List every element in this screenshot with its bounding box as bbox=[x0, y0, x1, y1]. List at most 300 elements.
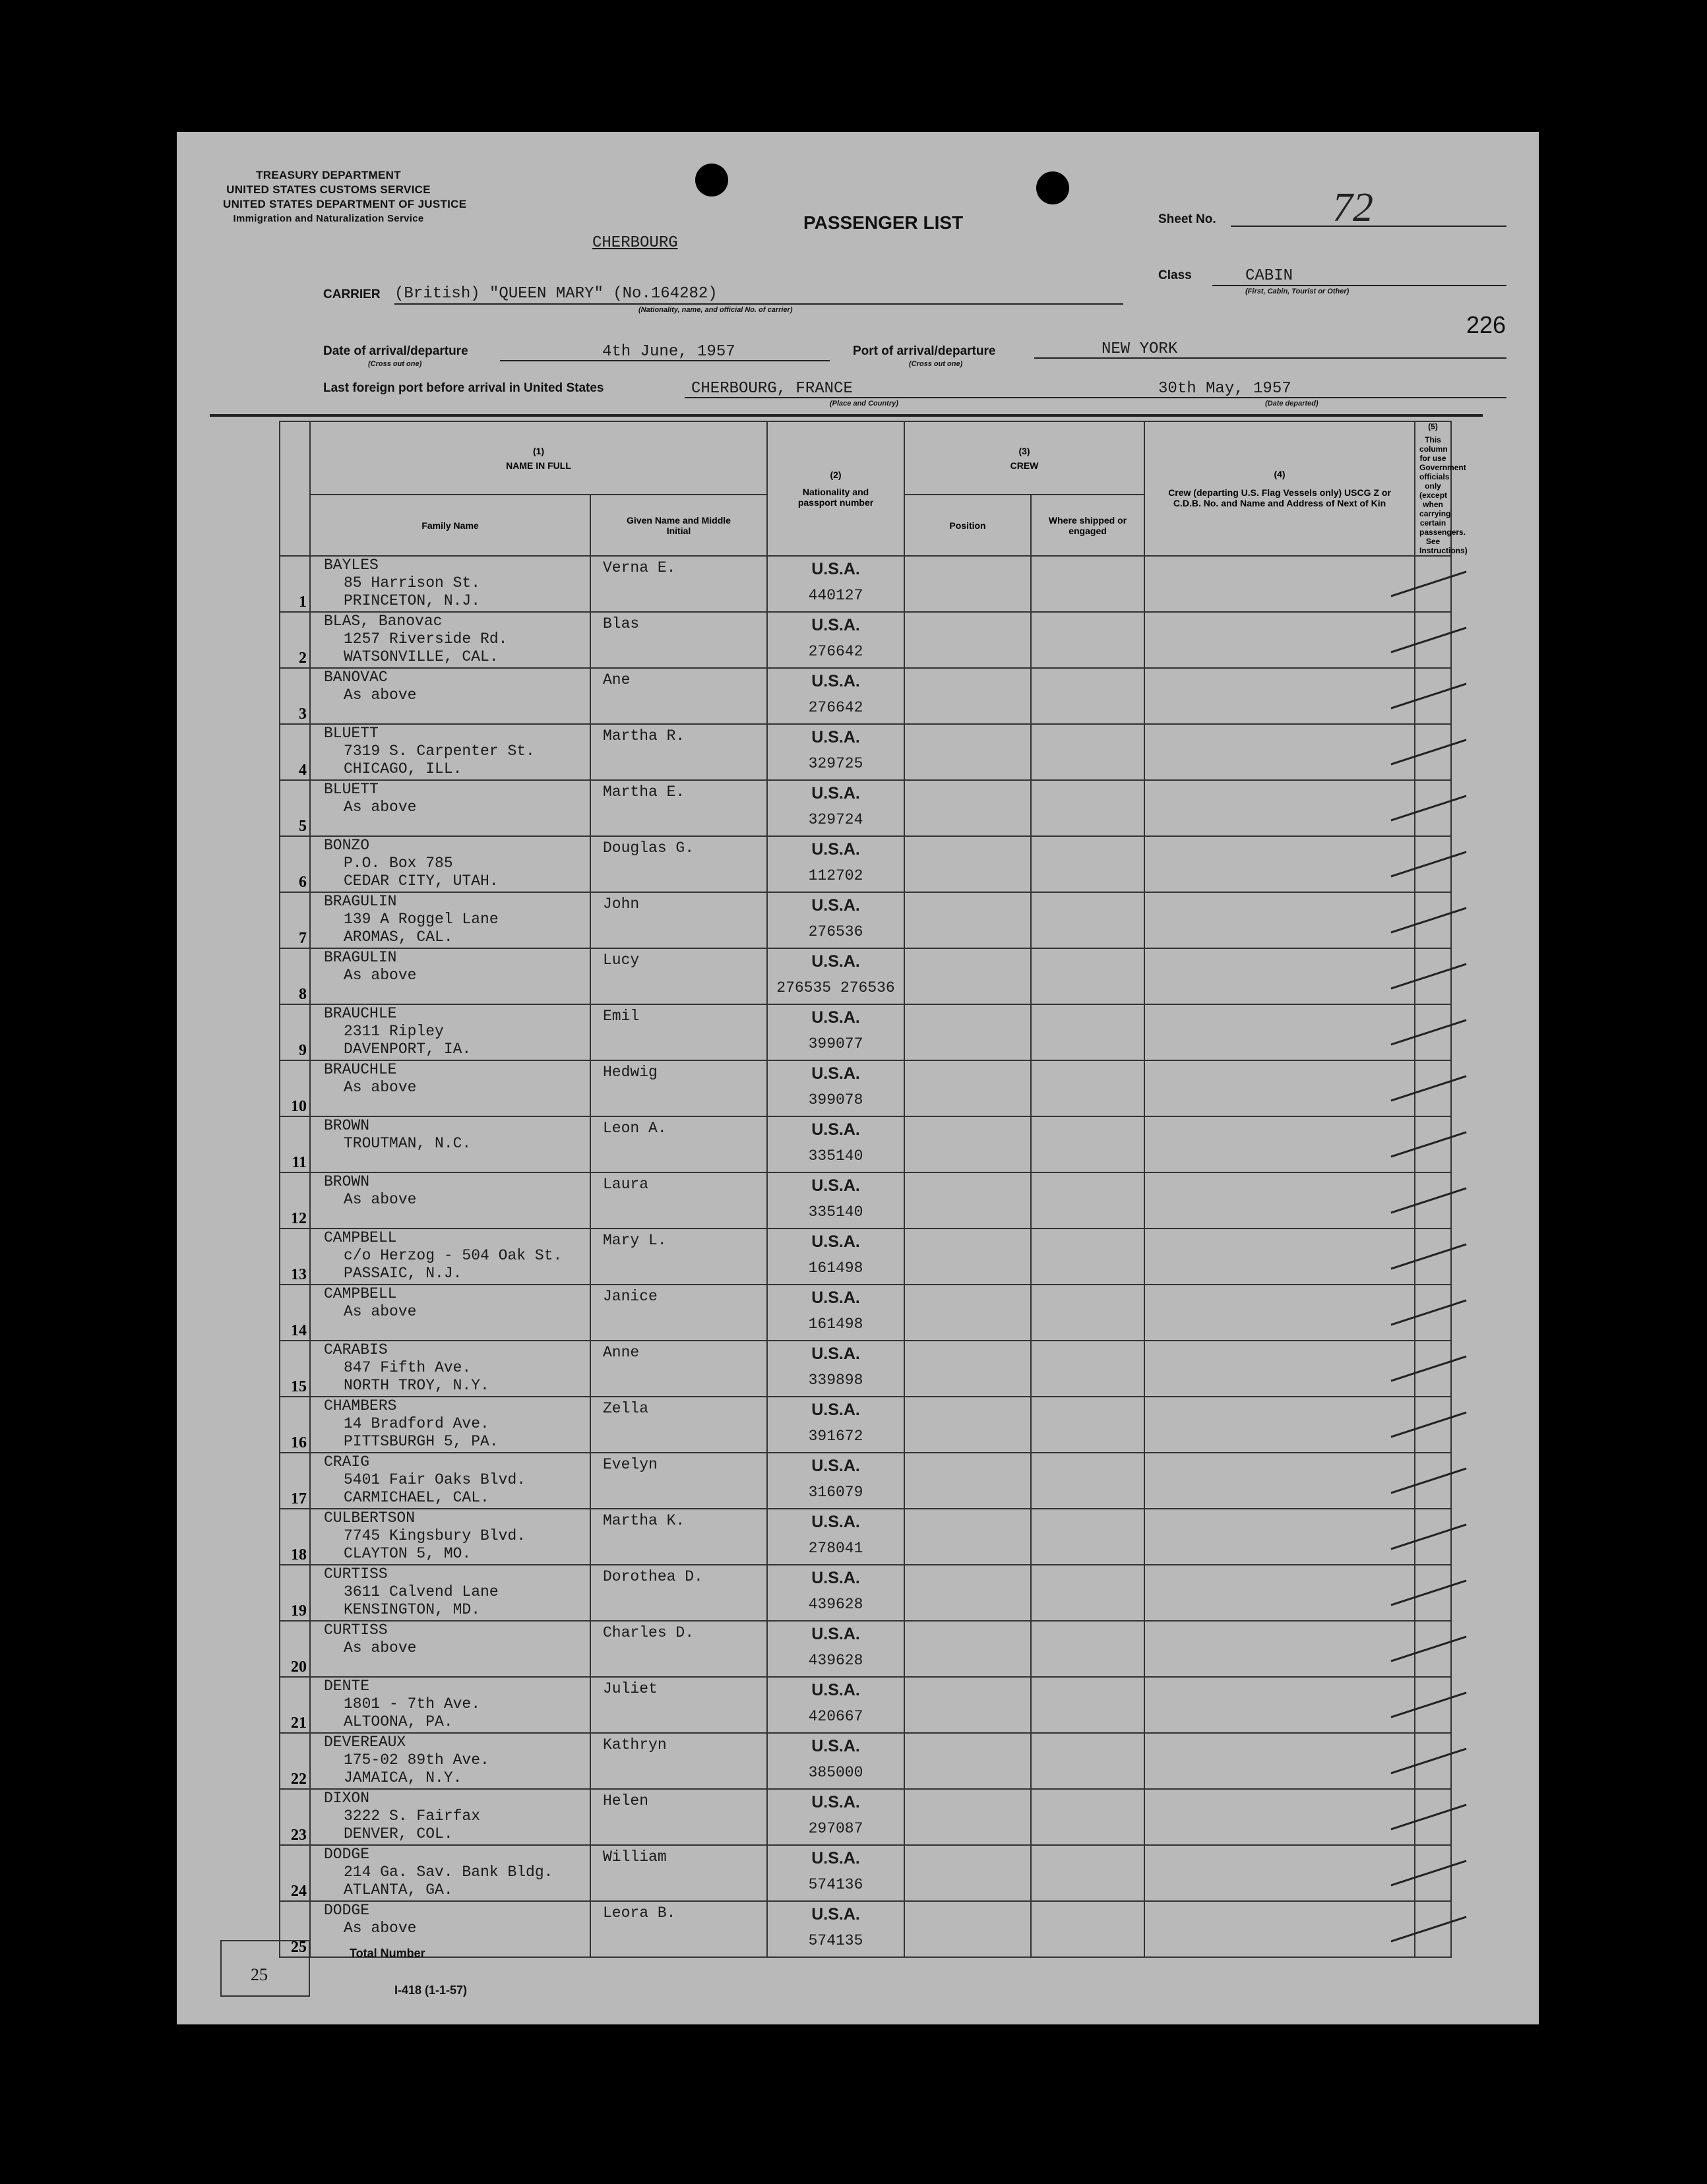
total-label: Total Number bbox=[350, 1947, 425, 1960]
family-name: BANOVAC bbox=[324, 669, 388, 686]
given-name: William bbox=[590, 1845, 767, 1901]
given-name: Hedwig bbox=[590, 1060, 767, 1116]
page-number: 226 bbox=[1466, 311, 1506, 338]
nationality: U.S.A. bbox=[811, 560, 860, 578]
date-value: 4th June, 1957 bbox=[602, 343, 735, 361]
where-shipped-cell bbox=[1031, 892, 1144, 948]
address-line: 7319 S. Carpenter St. bbox=[344, 743, 535, 760]
crew-note-cell bbox=[1144, 948, 1415, 1004]
gov-cell bbox=[1415, 780, 1451, 836]
family-name: CAMPBELL bbox=[324, 1285, 397, 1302]
family-name: CRAIG bbox=[324, 1453, 370, 1471]
position-cell bbox=[904, 1677, 1031, 1733]
passport-number: 276642 bbox=[808, 699, 863, 716]
gov-cell bbox=[1415, 1677, 1451, 1733]
given-name: Leora B. bbox=[590, 1901, 767, 1957]
given-name: Blas bbox=[590, 612, 767, 668]
crew-note-cell bbox=[1144, 1285, 1415, 1341]
crew-note-cell bbox=[1144, 1060, 1415, 1116]
nationality: U.S.A. bbox=[811, 728, 860, 746]
given-name: Martha E. bbox=[590, 780, 767, 836]
address-city: PRINCETON, N.J. bbox=[344, 592, 481, 609]
nationality-cell bbox=[767, 1116, 904, 1172]
table-row bbox=[280, 1901, 1451, 1957]
row-number: 2 bbox=[280, 612, 310, 668]
passport-number: 276642 bbox=[808, 643, 863, 660]
row-number: 23 bbox=[280, 1789, 310, 1845]
family-name: CURTISS bbox=[324, 1565, 388, 1583]
passport-number: 440127 bbox=[808, 587, 863, 604]
address-line: As above bbox=[344, 967, 417, 984]
where-shipped-cell bbox=[1031, 1116, 1144, 1172]
nationality: U.S.A. bbox=[811, 616, 860, 634]
where-shipped-cell bbox=[1031, 1845, 1144, 1901]
family-name: DIXON bbox=[324, 1790, 370, 1807]
where-shipped-cell bbox=[1031, 1004, 1144, 1060]
position-cell bbox=[904, 556, 1031, 612]
gov-cell bbox=[1415, 724, 1451, 780]
nationality: U.S.A. bbox=[811, 1289, 860, 1307]
position-cell bbox=[904, 1060, 1031, 1116]
family-name: DEVEREAUX bbox=[324, 1734, 406, 1751]
address-city: PASSAIC, N.J. bbox=[344, 1265, 462, 1282]
dept-line: Immigration and Naturalization Service bbox=[233, 213, 424, 224]
class-label: Class bbox=[1158, 268, 1192, 282]
family-name: DENTE bbox=[324, 1678, 370, 1695]
passport-number: 329725 bbox=[808, 755, 863, 772]
family-cell bbox=[310, 668, 590, 724]
nationality-cell bbox=[767, 556, 904, 612]
table-row bbox=[280, 836, 1451, 892]
nationality-cell bbox=[767, 1621, 904, 1677]
gov-cell bbox=[1415, 1845, 1451, 1901]
row-number: 25 bbox=[280, 1901, 310, 1957]
passport-number: 329724 bbox=[808, 811, 863, 828]
family-name: CURTISS bbox=[324, 1622, 388, 1639]
where-shipped-cell bbox=[1031, 1341, 1144, 1397]
row-number: 17 bbox=[280, 1453, 310, 1509]
position-cell bbox=[904, 668, 1031, 724]
passport-number: 574136 bbox=[808, 1876, 863, 1893]
position-cell bbox=[904, 1509, 1031, 1565]
row-number: 9 bbox=[280, 1004, 310, 1060]
port-label: Port of arrival/departure bbox=[853, 344, 996, 358]
address-line: 7745 Kingsbury Blvd. bbox=[344, 1527, 526, 1544]
family-cell bbox=[310, 780, 590, 836]
address-line: As above bbox=[344, 1639, 417, 1656]
passport-number: 278041 bbox=[808, 1540, 863, 1557]
crew-note-cell bbox=[1144, 1341, 1415, 1397]
family-cell bbox=[310, 1845, 590, 1901]
nationality: U.S.A. bbox=[811, 1737, 860, 1755]
table-row bbox=[280, 1172, 1451, 1228]
given-name: Zella bbox=[590, 1397, 767, 1453]
position-cell bbox=[904, 1789, 1031, 1845]
family-cell bbox=[310, 1509, 590, 1565]
passport-number: 439628 bbox=[808, 1652, 863, 1669]
family-cell bbox=[310, 612, 590, 668]
where-shipped-cell bbox=[1031, 1621, 1144, 1677]
table-row bbox=[280, 612, 1451, 668]
port-crossout-sub: (Cross out one) bbox=[909, 360, 963, 368]
address-line: As above bbox=[344, 1079, 417, 1096]
row-number-header bbox=[280, 421, 310, 556]
given-name: Janice bbox=[590, 1285, 767, 1341]
position-cell bbox=[904, 1733, 1031, 1789]
position-cell bbox=[904, 1453, 1031, 1509]
given-name: Martha R. bbox=[590, 724, 767, 780]
table-row bbox=[280, 1060, 1451, 1116]
family-name: BLUETT bbox=[324, 725, 379, 742]
given-name: Evelyn bbox=[590, 1453, 767, 1509]
crew-note-cell bbox=[1144, 1789, 1415, 1845]
position-cell bbox=[904, 1845, 1031, 1901]
address-line: c/o Herzog - 504 Oak St. bbox=[344, 1247, 563, 1264]
table-row bbox=[280, 780, 1451, 836]
passport-number: 161498 bbox=[808, 1316, 863, 1333]
position-cell bbox=[904, 836, 1031, 892]
gov-cell bbox=[1415, 612, 1451, 668]
address-line: 85 Harrison St. bbox=[344, 574, 481, 592]
crew-note-cell bbox=[1144, 1621, 1415, 1677]
address-line: 2311 Ripley bbox=[344, 1023, 444, 1040]
given-name: Charles D. bbox=[590, 1621, 767, 1677]
position-cell bbox=[904, 948, 1031, 1004]
port-value: NEW YORK bbox=[1102, 340, 1178, 358]
family-cell bbox=[310, 1060, 590, 1116]
where-shipped-cell bbox=[1031, 1509, 1144, 1565]
nationality-cell bbox=[767, 1228, 904, 1285]
carrier-sub: (Nationality, name, and official No. of carrier) bbox=[638, 306, 793, 314]
gov-cell bbox=[1415, 1509, 1451, 1565]
date-crossout-sub: (Cross out one) bbox=[368, 360, 422, 368]
given-name: Verna E. bbox=[590, 556, 767, 612]
crew-note-cell bbox=[1144, 1509, 1415, 1565]
total-value: 25 bbox=[251, 1965, 268, 1984]
where-shipped-cell bbox=[1031, 1453, 1144, 1509]
last-port-value: CHERBOURG, FRANCE bbox=[691, 380, 853, 398]
family-cell bbox=[310, 1172, 590, 1228]
position-header: Position bbox=[904, 495, 1031, 556]
punch-hole-right bbox=[1036, 171, 1069, 204]
crew-note-cell bbox=[1144, 1901, 1415, 1957]
position-cell bbox=[904, 1228, 1031, 1285]
address-line: As above bbox=[344, 1191, 417, 1208]
family-name: BLAS, Banovac bbox=[324, 613, 443, 630]
nationality-header: (2) Nationality and passport number bbox=[767, 421, 904, 556]
table-row bbox=[280, 1228, 1451, 1285]
dept-line: UNITED STATES CUSTOMS SERVICE bbox=[226, 183, 431, 196]
nationality: U.S.A. bbox=[811, 672, 860, 690]
family-name: BAYLES bbox=[324, 557, 379, 574]
gov-cell bbox=[1415, 1565, 1451, 1621]
departed-value: 30th May, 1957 bbox=[1158, 380, 1291, 398]
address-city: CARMICHAEL, CAL. bbox=[344, 1489, 489, 1506]
family-cell bbox=[310, 1341, 590, 1397]
position-cell bbox=[904, 724, 1031, 780]
family-cell bbox=[310, 836, 590, 892]
passport-number: 385000 bbox=[808, 1764, 863, 1781]
nationality: U.S.A. bbox=[811, 840, 860, 859]
where-shipped-cell bbox=[1031, 1901, 1144, 1957]
table-row bbox=[280, 1285, 1451, 1341]
table-row bbox=[280, 1397, 1451, 1453]
address-line: As above bbox=[344, 686, 417, 704]
position-cell bbox=[904, 1285, 1031, 1341]
crew-note-cell bbox=[1144, 556, 1415, 612]
given-name: Kathryn bbox=[590, 1733, 767, 1789]
passport-number: 276535 276536 bbox=[776, 979, 895, 996]
address-line: 5401 Fair Oaks Blvd. bbox=[344, 1471, 526, 1488]
row-number: 7 bbox=[280, 892, 310, 948]
passport-number: 276536 bbox=[808, 923, 863, 940]
gov-cell bbox=[1415, 1004, 1451, 1060]
family-name: BROWN bbox=[324, 1173, 370, 1190]
nationality: U.S.A. bbox=[811, 952, 860, 971]
nationality: U.S.A. bbox=[811, 1849, 860, 1867]
crew-note-cell bbox=[1144, 1565, 1415, 1621]
last-port-label: Last foreign port before arrival in United States bbox=[323, 381, 604, 395]
nationality: U.S.A. bbox=[811, 784, 860, 803]
table-row bbox=[280, 1341, 1451, 1397]
nationality: U.S.A. bbox=[811, 1064, 860, 1083]
nationality-cell bbox=[767, 724, 904, 780]
family-name: BRAGULIN bbox=[324, 893, 397, 910]
nationality-cell bbox=[767, 892, 904, 948]
page-title: PASSENGER LIST bbox=[803, 212, 964, 233]
date-label: Date of arrival/departure bbox=[323, 344, 468, 358]
family-name: DODGE bbox=[324, 1846, 370, 1863]
nationality-cell bbox=[767, 1341, 904, 1397]
row-number: 18 bbox=[280, 1509, 310, 1565]
position-cell bbox=[904, 1901, 1031, 1957]
nationality-cell bbox=[767, 1397, 904, 1453]
given-name: Lucy bbox=[590, 948, 767, 1004]
passport-number: 297087 bbox=[808, 1820, 863, 1837]
family-name: CULBERTSON bbox=[324, 1509, 416, 1527]
row-number: 3 bbox=[280, 668, 310, 724]
gov-cell bbox=[1415, 1621, 1451, 1677]
family-name: BLUETT bbox=[324, 781, 379, 798]
table-row bbox=[280, 1733, 1451, 1789]
table-row bbox=[280, 892, 1451, 948]
address-line: 3611 Calvend Lane bbox=[344, 1583, 499, 1600]
where-shipped-cell bbox=[1031, 1677, 1144, 1733]
nationality-cell bbox=[767, 1172, 904, 1228]
given-name: Leon A. bbox=[590, 1116, 767, 1172]
passport-number: 574135 bbox=[808, 1932, 863, 1949]
punch-hole-left bbox=[695, 164, 728, 197]
family-cell bbox=[310, 1397, 590, 1453]
nationality: U.S.A. bbox=[811, 1905, 860, 1924]
crew-note-cell bbox=[1144, 1172, 1415, 1228]
carrier-value: (British) "QUEEN MARY" (No.164282) bbox=[394, 285, 718, 303]
nationality: U.S.A. bbox=[811, 1681, 860, 1699]
nationality: U.S.A. bbox=[811, 1793, 860, 1811]
department-block bbox=[223, 168, 467, 226]
family-name: CARABIS bbox=[324, 1341, 388, 1358]
given-name-header: Given Name and Middle Initial bbox=[590, 495, 767, 556]
name-in-full-header: (1) NAME IN FULL bbox=[310, 421, 767, 495]
passenger-rows bbox=[280, 556, 1451, 1957]
family-name: BROWN bbox=[324, 1117, 370, 1134]
position-cell bbox=[904, 1116, 1031, 1172]
crew-note-cell bbox=[1144, 1228, 1415, 1285]
departed-sub: (Date departed) bbox=[1265, 400, 1319, 408]
address-city: ATLANTA, GA. bbox=[344, 1881, 453, 1898]
gov-cell bbox=[1415, 1733, 1451, 1789]
family-cell bbox=[310, 1004, 590, 1060]
passport-number: 439628 bbox=[808, 1596, 863, 1613]
address-line: As above bbox=[344, 799, 417, 816]
table-row bbox=[280, 1621, 1451, 1677]
crew-note-cell bbox=[1144, 1733, 1415, 1789]
family-name: BRAUCHLE bbox=[324, 1061, 397, 1078]
address-city: CHICAGO, ILL. bbox=[344, 760, 462, 777]
dept-line: UNITED STATES DEPARTMENT OF JUSTICE bbox=[223, 198, 467, 210]
given-name: Martha K. bbox=[590, 1509, 767, 1565]
given-name: Dorothea D. bbox=[590, 1565, 767, 1621]
given-name: Emil bbox=[590, 1004, 767, 1060]
nationality-cell bbox=[767, 780, 904, 836]
given-name: Anne bbox=[590, 1341, 767, 1397]
nationality-cell bbox=[767, 948, 904, 1004]
row-number: 5 bbox=[280, 780, 310, 836]
family-cell bbox=[310, 1621, 590, 1677]
document-page bbox=[177, 132, 1539, 2024]
family-name: DODGE bbox=[324, 1902, 370, 1919]
row-number: 11 bbox=[280, 1116, 310, 1172]
nationality: U.S.A. bbox=[811, 1457, 860, 1475]
nationality-cell bbox=[767, 1789, 904, 1845]
row-number: 4 bbox=[280, 724, 310, 780]
crew-note-cell bbox=[1144, 1004, 1415, 1060]
crew-note-cell bbox=[1144, 1116, 1415, 1172]
nationality-cell bbox=[767, 836, 904, 892]
nationality: U.S.A. bbox=[811, 1176, 860, 1195]
where-shipped-cell bbox=[1031, 668, 1144, 724]
passport-number: 399077 bbox=[808, 1035, 863, 1052]
row-number: 22 bbox=[280, 1733, 310, 1789]
crew-note-cell bbox=[1144, 1397, 1415, 1453]
passport-number: 420667 bbox=[808, 1708, 863, 1725]
address-city: ALTOONA, PA. bbox=[344, 1713, 453, 1730]
gov-cell bbox=[1415, 948, 1451, 1004]
row-number: 10 bbox=[280, 1060, 310, 1116]
where-shipped-cell bbox=[1031, 1060, 1144, 1116]
port-stamp: CHERBOURG bbox=[592, 234, 678, 252]
gov-cell bbox=[1415, 1453, 1451, 1509]
row-number: 8 bbox=[280, 948, 310, 1004]
nationality: U.S.A. bbox=[811, 1232, 860, 1251]
address-line: As above bbox=[344, 1920, 417, 1937]
crew-note-cell bbox=[1144, 1677, 1415, 1733]
class-sub: (First, Cabin, Tourist or Other) bbox=[1245, 288, 1350, 295]
family-cell bbox=[310, 948, 590, 1004]
gov-cell bbox=[1415, 1172, 1451, 1228]
nationality: U.S.A. bbox=[811, 1120, 860, 1139]
crew-note-cell bbox=[1144, 1845, 1415, 1901]
row-number: 16 bbox=[280, 1397, 310, 1453]
row-number: 24 bbox=[280, 1845, 310, 1901]
where-shipped-header: Where shipped or engaged bbox=[1031, 495, 1144, 556]
address-line: 3222 S. Fairfax bbox=[344, 1807, 481, 1825]
address-city: TROUTMAN, N.C. bbox=[344, 1135, 472, 1152]
crew-note-cell bbox=[1144, 780, 1415, 836]
family-name: BRAGULIN bbox=[324, 949, 397, 966]
family-name: CAMPBELL bbox=[324, 1229, 397, 1246]
family-cell bbox=[310, 892, 590, 948]
position-cell bbox=[904, 1621, 1031, 1677]
address-line: 847 Fifth Ave. bbox=[344, 1359, 472, 1376]
address-city: NORTH TROY, N.Y. bbox=[344, 1377, 489, 1394]
nationality: U.S.A. bbox=[811, 896, 860, 915]
address-city: PITTSBURGH 5, PA. bbox=[344, 1433, 499, 1450]
address-line: 1257 Riverside Rd. bbox=[344, 630, 508, 648]
family-cell bbox=[310, 1116, 590, 1172]
family-name: BONZO bbox=[324, 837, 370, 854]
position-cell bbox=[904, 1565, 1031, 1621]
address-city: JAMAICA, N.Y. bbox=[344, 1769, 462, 1786]
position-cell bbox=[904, 612, 1031, 668]
carrier-label: CARRIER bbox=[323, 288, 381, 301]
position-cell bbox=[904, 1172, 1031, 1228]
nationality-cell bbox=[767, 1677, 904, 1733]
sheet-number: 72 bbox=[1332, 185, 1373, 230]
where-shipped-cell bbox=[1031, 724, 1144, 780]
table-row bbox=[280, 1453, 1451, 1509]
given-name: Juliet bbox=[590, 1677, 767, 1733]
gov-cell bbox=[1415, 1060, 1451, 1116]
where-shipped-cell bbox=[1031, 1172, 1144, 1228]
address-city: WATSONVILLE, CAL. bbox=[344, 648, 499, 665]
nationality-cell bbox=[767, 1733, 904, 1789]
nationality-cell bbox=[767, 1509, 904, 1565]
passport-number: 399078 bbox=[808, 1091, 863, 1108]
gov-note-header: (5) This column for use Government officials only (except when carrying certain passengers. See Instructions) bbox=[1415, 421, 1451, 556]
passport-number: 335140 bbox=[808, 1203, 863, 1221]
nationality-cell bbox=[767, 1565, 904, 1621]
family-cell bbox=[310, 1789, 590, 1845]
gov-cell bbox=[1415, 556, 1451, 612]
where-shipped-cell bbox=[1031, 1733, 1144, 1789]
position-cell bbox=[904, 1397, 1031, 1453]
gov-cell bbox=[1415, 1341, 1451, 1397]
row-number: 6 bbox=[280, 836, 310, 892]
position-cell bbox=[904, 1004, 1031, 1060]
address-line: 139 A Roggel Lane bbox=[344, 911, 499, 928]
address-city: DAVENPORT, IA. bbox=[344, 1041, 472, 1058]
address-line: 175-02 89th Ave. bbox=[344, 1751, 489, 1769]
nationality: U.S.A. bbox=[811, 1008, 860, 1027]
where-shipped-cell bbox=[1031, 780, 1144, 836]
nationality-cell bbox=[767, 1004, 904, 1060]
table-row bbox=[280, 948, 1451, 1004]
gov-cell bbox=[1415, 892, 1451, 948]
table-row bbox=[280, 1004, 1451, 1060]
passport-number: 161498 bbox=[808, 1259, 863, 1277]
nationality: U.S.A. bbox=[811, 1401, 860, 1419]
table-row bbox=[280, 668, 1451, 724]
where-shipped-cell bbox=[1031, 612, 1144, 668]
given-name: Ane bbox=[590, 668, 767, 724]
total-box bbox=[220, 1940, 310, 1997]
table-row bbox=[280, 1677, 1451, 1733]
gov-cell bbox=[1415, 1285, 1451, 1341]
gov-cell bbox=[1415, 1397, 1451, 1453]
row-number: 13 bbox=[280, 1228, 310, 1285]
given-name: Helen bbox=[590, 1789, 767, 1845]
